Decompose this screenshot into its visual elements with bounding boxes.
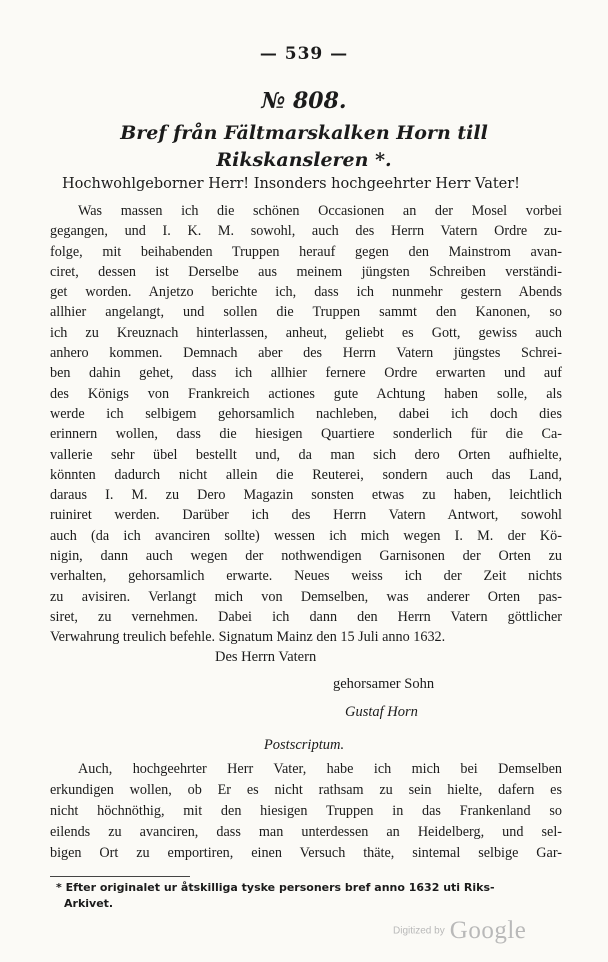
footnote-line-1: * Efter originalet ur åtskilliga tyske personers bref anno 1632 uti Riks- <box>56 881 495 894</box>
body-line: könnten dadurch nicht allein die Reuterei, sondern auch das Land, <box>50 466 562 483</box>
body-line: gegangen, und I. K. M. sowohl, auch des Herrn Vatern Ordre zu- <box>50 223 562 240</box>
body-line: ich zu Kreuznach hinterlassen, anheut, geliebt es Gott, gewiss auch <box>50 324 562 341</box>
body-line: Was massen ich die schönen Occasionen an der Mosel vorbei <box>78 203 562 219</box>
footnote-line-2: Arkivet. <box>64 897 114 910</box>
postscript-body <box>50 759 562 864</box>
google-logo: Google <box>449 917 527 944</box>
body-line: get worden. Anjetzo berichte ich, dass ich nunmehr gestern Abends <box>50 284 562 301</box>
body-line: ben dahin gehet, dass ich allhier fernere Ordre erwarten und auf <box>50 365 562 382</box>
signature: Gustaf Horn <box>345 704 418 720</box>
body-line: Verwahrung treulich befehle. Signatum Mainz den 15 Juli anno 1632. <box>50 629 446 646</box>
letter-body <box>50 201 562 648</box>
footnote-divider <box>50 876 190 877</box>
title-line-1: Bref från Fältmarskalken Horn till <box>120 122 488 144</box>
body-line: nigin, dann auch wegen der nothwendigen Garnisonen der Orten zu <box>50 548 562 565</box>
body-line: werde ich selbigem gehorsamlich nachleben, dabei ich doch dies <box>50 405 562 422</box>
footnote <box>56 880 516 912</box>
closing-line-1: Des Herrn Vatern <box>215 649 317 665</box>
body-line: verhalten, gehorsamlich erwarte. Neues weiss ich der Zeit nichts <box>50 568 562 585</box>
body-line: des Königs von Frankreich actiones gute Achtung haben solle, als <box>50 385 562 402</box>
body-line: erinnern wollen, dass die hiesigen Quartiere sonderlich für die Ca- <box>50 426 562 443</box>
closing-line-2: gehorsamer Sohn <box>333 676 435 692</box>
body-line: ciret, dessen ist Derselbe aus meinem jüngsten Schreiben verständi- <box>50 263 562 280</box>
document-number: № 808. <box>261 88 347 114</box>
letter-title <box>40 120 568 174</box>
body-line: allhier angelangt, und sollen die Truppen sammt den Kanonen, so <box>50 304 562 321</box>
body-line: anhero kommen. Demnach aber des Herrn Vatern jüngstes Schrei- <box>50 345 562 362</box>
watermark-prefix: Digitized by <box>393 925 445 937</box>
postscript-line: bigen Ort zu emportiren, einen Versuch thäte, sintemal selbige Gar- <box>50 845 562 861</box>
digitized-watermark <box>393 917 526 945</box>
body-line: folge, mit beihabenden Truppen herauf gegen den Mainstrom avan- <box>50 243 562 260</box>
postscript-heading: Postscriptum. <box>263 737 345 753</box>
postscript-line: Auch, hochgeehrter Herr Vater, habe ich mich bei Demselben <box>78 761 562 777</box>
title-line-2: Rikskansleren *. <box>216 149 392 171</box>
body-line: zu avisiren. Verlangt mich von Demselben, was anderer Orten pas- <box>50 588 562 605</box>
page-number: — 539 — <box>259 44 349 64</box>
postscript-line: nicht höchnöthig, mit den hiesigen Truppen in das Frankenland so <box>50 803 562 819</box>
postscript-line: eilends zu avanciren, dass man unterdessen an Heidelberg, und sel- <box>50 824 562 840</box>
body-line: siret, zu vernehmen. Dabei ich dann den Herrn Vatern göttlicher <box>50 608 562 625</box>
body-line: daraus I. M. zu Dero Magazin sonsten etwas zu haben, leichtlich <box>50 487 562 504</box>
salutation: Hochwohlgeborner Herr! Insonders hochgeehrter Herr Vater! <box>62 176 521 192</box>
body-line: ruiniret werden. Darüber ich des Herrn Vatern Antwort, sowohl <box>50 507 562 524</box>
postscript-line: erkundigen wollen, ob Er es nicht rathsam zu sein hielte, dafern es <box>50 782 562 798</box>
body-line: vallerie sehr übel bestellt und, da man sich dero Orten aufhielte, <box>50 446 562 463</box>
body-line: auch (da ich avanciren sollte) wessen ich mich wegen I. M. der Kö- <box>50 527 562 544</box>
